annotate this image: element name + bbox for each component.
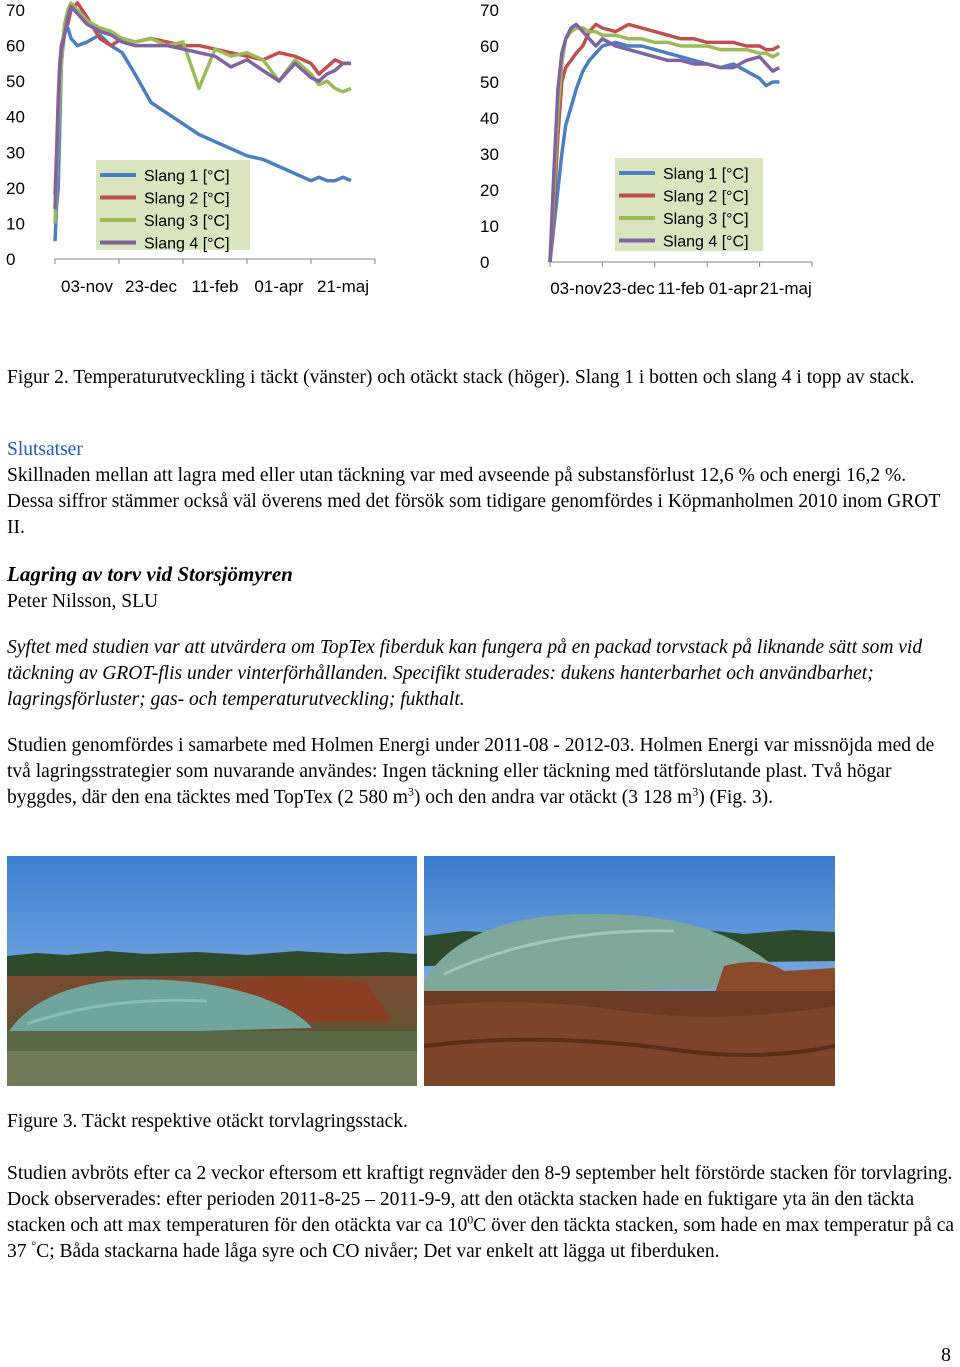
legend-label-1: Slang 1 [°C] xyxy=(144,168,230,185)
y-tick-label: 70 xyxy=(6,1,25,20)
final-sup-2: ° xyxy=(31,1238,37,1253)
final-text-3: C; Båda stackarna hade låga syre och CO nivåer; Det var enkelt att lägga ut fiberduken. xyxy=(36,1241,720,1262)
y-tick-label: 30 xyxy=(480,145,499,164)
x-tick-label: 01-apr xyxy=(254,277,304,296)
section-title: Lagring av torv vid Storsjömyren xyxy=(7,562,293,586)
slutsatser-paragraph: Skillnaden mellan att lagra med eller utan täckning var med avseende på substansförlust 12,6 % och energi 16,2 %. Dessa siffror stämmer också väl överens med det försök som tidigare genomfördes i Köpmanholmen 2010 inom GROT II. xyxy=(7,465,940,538)
final-paragraph xyxy=(7,1161,955,1265)
slutsatser-heading xyxy=(7,437,955,463)
aim-paragraph: Syftet med studien var att utvärdera om TopTex fiberduk kan fungera på en packad torvstack på liknande sätt som vid täckning av GROT-flis under vinterförhållanden. Specifikt studerades: dukens hanterbarhet och användbarhet; lagringsförluster; gas- och temperaturutveckling; fukthalt. xyxy=(7,637,923,710)
y-tick-label: 0 xyxy=(6,250,16,269)
final-sup-1: 0 xyxy=(467,1212,474,1227)
x-tick-label: 03-nov xyxy=(550,279,603,298)
x-tick-label: 23-dec xyxy=(125,277,177,296)
x-tick-label: 01-apr xyxy=(708,279,758,298)
legend xyxy=(615,158,763,251)
study-paragraph xyxy=(7,733,955,811)
study-sup-1: 3 xyxy=(407,784,414,799)
y-tick-label: 20 xyxy=(480,181,499,200)
legend-label-1: Slang 1 [°C] xyxy=(663,166,749,183)
legend-label-4: Slang 4 [°C] xyxy=(144,235,230,253)
page-number: 8 xyxy=(941,1344,951,1366)
y-tick-label: 40 xyxy=(480,109,499,128)
y-tick-label: 50 xyxy=(480,73,499,92)
photo-covered-peat-stack xyxy=(7,856,417,1086)
x-tick-label: 11-feb xyxy=(191,277,239,296)
chart-covered-stack xyxy=(0,0,420,310)
x-tick-label: 23-dec xyxy=(602,279,655,298)
chart-uncovered-stack-svg xyxy=(470,0,890,310)
y-tick-label: 30 xyxy=(6,143,25,163)
y-tick-label: 10 xyxy=(6,214,25,234)
final-text-2: C över den täckta stacken, som hade en max temperatur på ca 37 xyxy=(7,1215,954,1262)
chart-uncovered-stack xyxy=(470,0,890,310)
figure-3-caption: Figure 3. Täckt respektive otäckt torvlagringsstack. xyxy=(7,1111,408,1132)
legend-label-2: Slang 2 [°C] xyxy=(663,188,749,206)
y-tick-label: 40 xyxy=(6,107,25,127)
study-sup-2: 3 xyxy=(692,784,699,799)
y-tick-label: 70 xyxy=(480,1,499,20)
slutsatser-link[interactable]: Slutsatser xyxy=(7,439,83,460)
legend-label-3: Slang 3 [°C] xyxy=(144,213,230,230)
legend xyxy=(96,160,250,253)
y-tick-label: 60 xyxy=(480,37,499,56)
author-line: Peter Nilsson, SLU xyxy=(7,591,159,612)
x-tick-label: 21-maj xyxy=(317,277,369,296)
legend-label-4: Slang 4 [°C] xyxy=(663,233,749,251)
y-tick-label: 20 xyxy=(6,178,25,198)
y-tick-label: 60 xyxy=(6,36,25,56)
x-tick-label: 21-maj xyxy=(759,279,812,298)
y-tick-label: 0 xyxy=(480,253,490,272)
study-text-3: ) (Fig. 3). xyxy=(698,787,773,808)
legend-label-2: Slang 2 [°C] xyxy=(144,190,230,208)
figure-2-caption: Figur 2. Temperaturutveckling i täckt (vänster) och otäckt stack (höger). Slang 1 i botten och slang 4 i topp av stack. xyxy=(7,367,915,388)
x-tick-label: 03-nov xyxy=(61,277,113,296)
chart-covered-stack-svg xyxy=(0,0,420,310)
final-text-1: Studien avbröts efter ca 2 veckor eftersom ett kraftigt regnväder den 8-9 september helt förstörde stacken för torvlagring. Dock observerades: efter perioden 2011-8-25 – 2011-9-9, att den otäckta stacken hade en fuktigare yta än den täckta stacken och att max temperaturen för den otäckta var ca 10 xyxy=(7,1163,953,1236)
y-tick-label: 10 xyxy=(480,217,499,236)
photo-uncovered-peat-stack xyxy=(424,856,835,1086)
y-tick-label: 50 xyxy=(6,72,25,92)
study-text-2: ) och den andra var otäckt (3 128 m xyxy=(413,787,693,808)
legend-label-3: Slang 3 [°C] xyxy=(663,211,749,228)
study-text-1: Studien genomfördes i samarbete med Holmen Energi under 2011-08 - 2012-03. Holmen Energi var missnöjda med de två lagringsstrategier som nuvarande användes: Ingen täckning eller täckning med tätförslutande plast. Två högar byggdes, där den ena täcktes med TopTex (2 580 m xyxy=(7,735,935,808)
x-tick-label: 11-feb xyxy=(657,279,705,298)
